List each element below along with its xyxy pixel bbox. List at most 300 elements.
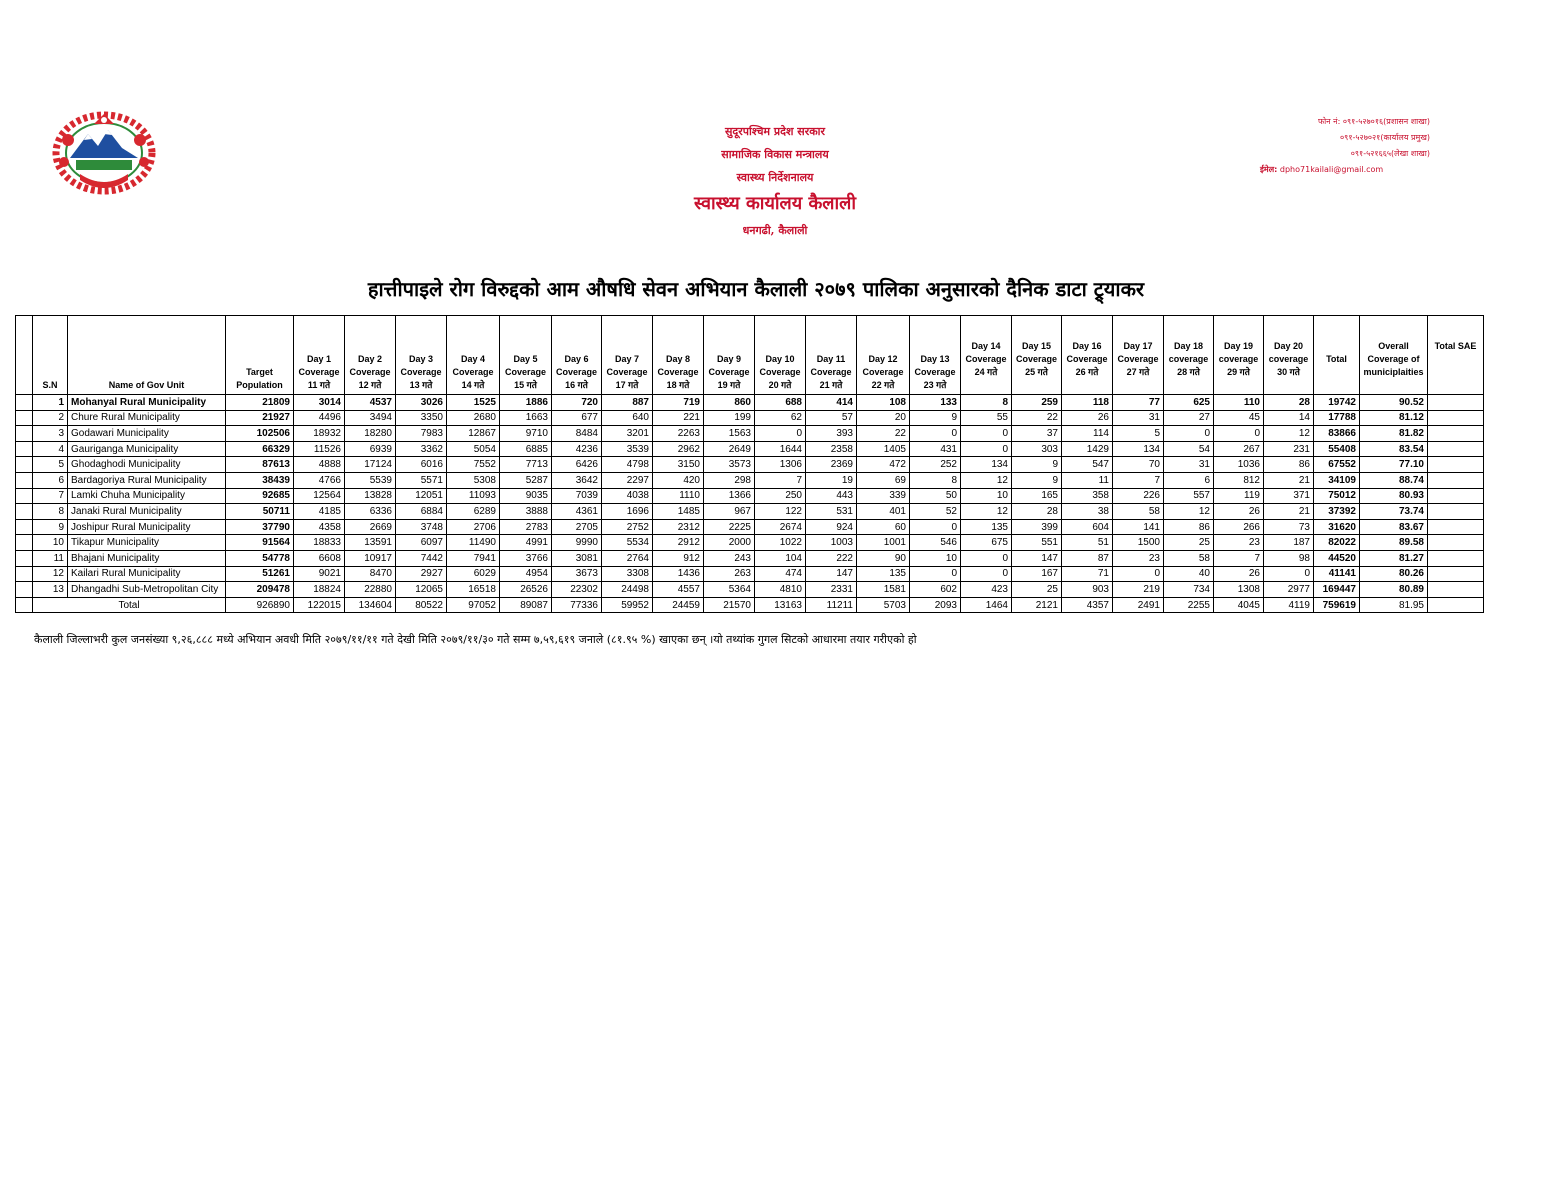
cell-day-coverage: 2912 [653, 535, 704, 551]
cell-day-coverage: 371 [1264, 488, 1314, 504]
cell-day-coverage: 12 [1164, 504, 1214, 520]
cell-day-total: 2093 [910, 597, 961, 613]
header-day: Day 3 Coverage 13 गते [396, 316, 447, 395]
cell-day-coverage: 4888 [294, 457, 345, 473]
cell-day-coverage: 141 [1113, 519, 1164, 535]
cell-grand-total: 759619 [1314, 597, 1360, 613]
cell-day-coverage: 71 [1062, 566, 1113, 582]
email-address[interactable]: dpho71kailali@gmail.com [1279, 165, 1384, 174]
cell-day-coverage: 7 [1113, 472, 1164, 488]
cell-target: 38439 [226, 472, 294, 488]
cell-total: 34109 [1314, 472, 1360, 488]
cell-sae [1428, 519, 1484, 535]
cell-overall-total: 81.95 [1360, 597, 1428, 613]
cell-gov-unit: Dhangadhi Sub-Metropolitan City [68, 582, 226, 598]
cell-day-coverage: 5308 [447, 472, 500, 488]
cell-day-coverage: 221 [653, 410, 704, 426]
cell-day-coverage: 2764 [602, 550, 653, 566]
cell-day-coverage: 2358 [806, 441, 857, 457]
cell-day-coverage: 4810 [755, 582, 806, 598]
cell-day-coverage: 25 [1012, 582, 1062, 598]
cell-day-coverage: 222 [806, 550, 857, 566]
cell-day-coverage: 2331 [806, 582, 857, 598]
cell-day-coverage: 10 [910, 550, 961, 566]
cell-day-coverage: 13591 [345, 535, 396, 551]
cell-day-coverage: 401 [857, 504, 910, 520]
cell-day-coverage: 1306 [755, 457, 806, 473]
cell-day-coverage: 2312 [653, 519, 704, 535]
cell-day-coverage: 14 [1264, 410, 1314, 426]
cell-day-coverage: 18833 [294, 535, 345, 551]
cell-day-coverage: 298 [704, 472, 755, 488]
cell-day-coverage: 252 [910, 457, 961, 473]
cell-day-coverage: 3748 [396, 519, 447, 535]
cell-day-coverage: 259 [1012, 395, 1062, 411]
cell-overall-coverage: 80.89 [1360, 582, 1428, 598]
cell-day-coverage: 28 [1264, 395, 1314, 411]
cell-day-coverage: 22 [1012, 410, 1062, 426]
cell-gov-unit: Bhajani Municipality [68, 550, 226, 566]
cell-day-coverage: 688 [755, 395, 806, 411]
cell-gov-unit: Godawari Municipality [68, 426, 226, 442]
cell-overall-coverage: 73.74 [1360, 504, 1428, 520]
cell-day-coverage: 2674 [755, 519, 806, 535]
cell-day-coverage: 1110 [653, 488, 704, 504]
cell-day-coverage: 4236 [552, 441, 602, 457]
cell-day-coverage: 18824 [294, 582, 345, 598]
org-header [640, 120, 910, 243]
blank-cell [16, 550, 33, 566]
cell-sae [1428, 441, 1484, 457]
cell-overall-coverage: 77.10 [1360, 457, 1428, 473]
cell-day-coverage: 903 [1062, 582, 1113, 598]
cell-day-coverage: 1696 [602, 504, 653, 520]
cell-day-coverage: 8484 [552, 426, 602, 442]
cell-overall-coverage: 90.52 [1360, 395, 1428, 411]
cell-day-coverage: 12 [961, 504, 1012, 520]
cell-day-coverage: 10917 [345, 550, 396, 566]
cell-day-coverage: 9 [1012, 457, 1062, 473]
cell-day-coverage: 5 [1113, 426, 1164, 442]
cell-day-coverage: 23 [1113, 550, 1164, 566]
cell-day-coverage: 1405 [857, 441, 910, 457]
cell-day-coverage: 551 [1012, 535, 1062, 551]
cell-day-coverage: 26526 [500, 582, 552, 598]
cell-day-coverage: 11093 [447, 488, 500, 504]
cell-day-coverage: 531 [806, 504, 857, 520]
cell-target: 50711 [226, 504, 294, 520]
cell-day-coverage: 303 [1012, 441, 1062, 457]
table-row [16, 472, 1484, 488]
cell-day-coverage: 133 [910, 395, 961, 411]
cell-day-coverage: 393 [806, 426, 857, 442]
cell-day-coverage: 22302 [552, 582, 602, 598]
cell-gov-unit: Tikapur Municipality [68, 535, 226, 551]
cell-day-coverage: 3362 [396, 441, 447, 457]
cell-gov-unit: Bardagoriya Rural Municipality [68, 472, 226, 488]
contact-block [1230, 114, 1430, 178]
cell-day-coverage: 7442 [396, 550, 447, 566]
cell-day-coverage: 77 [1113, 395, 1164, 411]
cell-day-coverage: 54 [1164, 441, 1214, 457]
header-total: Total [1314, 316, 1360, 395]
table-header-row [16, 316, 1484, 395]
cell-day-coverage: 1581 [857, 582, 910, 598]
cell-day-coverage: 52 [910, 504, 961, 520]
blank-cell [16, 472, 33, 488]
table-row [16, 395, 1484, 411]
cell-day-coverage: 4038 [602, 488, 653, 504]
cell-day-total: 1464 [961, 597, 1012, 613]
cell-day-coverage: 12867 [447, 426, 500, 442]
cell-day-coverage: 22880 [345, 582, 396, 598]
cell-day-coverage: 602 [910, 582, 961, 598]
header-sn: S.N [33, 316, 68, 395]
cell-day-coverage: 0 [961, 566, 1012, 582]
cell-day-coverage: 147 [1012, 550, 1062, 566]
blank-cell [16, 535, 33, 551]
blank-cell [16, 441, 33, 457]
cell-overall-coverage: 80.93 [1360, 488, 1428, 504]
cell-day-coverage: 18280 [345, 426, 396, 442]
header-day: Day 20 coverage 30 गते [1264, 316, 1314, 395]
cell-overall-coverage: 83.54 [1360, 441, 1428, 457]
cell-day-coverage: 243 [704, 550, 755, 566]
cell-day-total: 21570 [704, 597, 755, 613]
coverage-table [15, 315, 1484, 613]
header-day: Day 7 Coverage 17 गते [602, 316, 653, 395]
cell-day-coverage: 8 [910, 472, 961, 488]
cell-day-coverage: 414 [806, 395, 857, 411]
cell-day-total: 2491 [1113, 597, 1164, 613]
cell-day-coverage: 135 [857, 566, 910, 582]
cell-day-coverage: 2649 [704, 441, 755, 457]
cell-day-coverage: 0 [910, 519, 961, 535]
cell-day-total: 2121 [1012, 597, 1062, 613]
cell-day-coverage: 719 [653, 395, 704, 411]
cell-day-coverage: 4358 [294, 519, 345, 535]
cell-day-coverage: 7552 [447, 457, 500, 473]
cell-day-coverage: 2752 [602, 519, 653, 535]
table-row [16, 504, 1484, 520]
cell-day-coverage: 119 [1214, 488, 1264, 504]
cell-day-coverage: 4361 [552, 504, 602, 520]
cell-total: 82022 [1314, 535, 1360, 551]
cell-sn: 8 [33, 504, 68, 520]
blank-cell [16, 519, 33, 535]
cell-day-coverage: 1485 [653, 504, 704, 520]
cell-day-total: 4119 [1264, 597, 1314, 613]
cell-day-coverage: 1003 [806, 535, 857, 551]
cell-day-coverage: 3350 [396, 410, 447, 426]
cell-day-coverage: 6029 [447, 566, 500, 582]
table-body [16, 395, 1484, 613]
cell-target: 51261 [226, 566, 294, 582]
cell-total: 169447 [1314, 582, 1360, 598]
cell-day-coverage: 734 [1164, 582, 1214, 598]
cell-total: 75012 [1314, 488, 1360, 504]
cell-overall-coverage: 83.67 [1360, 519, 1428, 535]
cell-day-coverage: 226 [1113, 488, 1164, 504]
cell-target: 21927 [226, 410, 294, 426]
cell-day-coverage: 546 [910, 535, 961, 551]
cell-day-coverage: 3766 [500, 550, 552, 566]
org-line-directorate: स्वास्थ्य निर्देशनालय [736, 171, 814, 184]
cell-day-coverage: 45 [1214, 410, 1264, 426]
cell-day-coverage: 860 [704, 395, 755, 411]
cell-target: 102506 [226, 426, 294, 442]
cell-day-coverage: 11526 [294, 441, 345, 457]
table-row [16, 441, 1484, 457]
cell-day-coverage: 62 [755, 410, 806, 426]
cell-sae [1428, 566, 1484, 582]
cell-day-coverage: 11490 [447, 535, 500, 551]
blank-cell [16, 597, 33, 613]
cell-day-coverage: 4185 [294, 504, 345, 520]
cell-target: 87613 [226, 457, 294, 473]
cell-day-coverage: 1886 [500, 395, 552, 411]
cell-day-coverage: 0 [1164, 426, 1214, 442]
cell-day-coverage: 0 [1214, 426, 1264, 442]
cell-gov-unit: Gauriganga Municipality [68, 441, 226, 457]
blank-header [16, 316, 33, 395]
table-row [16, 582, 1484, 598]
cell-total: 67552 [1314, 457, 1360, 473]
cell-overall-coverage: 80.26 [1360, 566, 1428, 582]
cell-day-total: 134604 [345, 597, 396, 613]
cell-day-coverage: 6884 [396, 504, 447, 520]
cell-total: 44520 [1314, 550, 1360, 566]
cell-day-coverage: 2705 [552, 519, 602, 535]
cell-sn: 5 [33, 457, 68, 473]
cell-day-coverage: 118 [1062, 395, 1113, 411]
cell-day-coverage: 4537 [345, 395, 396, 411]
blank-cell [16, 504, 33, 520]
cell-day-coverage: 108 [857, 395, 910, 411]
cell-day-coverage: 7 [755, 472, 806, 488]
cell-day-coverage: 9710 [500, 426, 552, 442]
cell-day-coverage: 1036 [1214, 457, 1264, 473]
cell-sae [1428, 488, 1484, 504]
cell-day-coverage: 26 [1214, 566, 1264, 582]
cell-target: 92685 [226, 488, 294, 504]
cell-day-coverage: 0 [755, 426, 806, 442]
cell-total-label: Total [33, 597, 226, 613]
cell-day-coverage: 40 [1164, 566, 1214, 582]
cell-sn: 11 [33, 550, 68, 566]
cell-day-coverage: 3308 [602, 566, 653, 582]
cell-day-coverage: 2000 [704, 535, 755, 551]
header-day: Day 12 Coverage 22 गते [857, 316, 910, 395]
cell-day-total: 80522 [396, 597, 447, 613]
cell-day-coverage: 2369 [806, 457, 857, 473]
cell-day-total: 97052 [447, 597, 500, 613]
cell-day-coverage: 6016 [396, 457, 447, 473]
cell-day-coverage: 134 [1113, 441, 1164, 457]
cell-day-coverage: 87 [1062, 550, 1113, 566]
cell-sae [1428, 504, 1484, 520]
cell-day-coverage: 4991 [500, 535, 552, 551]
cell-total: 19742 [1314, 395, 1360, 411]
cell-sn: 12 [33, 566, 68, 582]
cell-day-coverage: 640 [602, 410, 653, 426]
cell-day-coverage: 8470 [345, 566, 396, 582]
cell-target: 66329 [226, 441, 294, 457]
cell-day-coverage: 7713 [500, 457, 552, 473]
cell-overall-coverage: 81.82 [1360, 426, 1428, 442]
cell-day-total: 5703 [857, 597, 910, 613]
cell-overall-coverage: 89.58 [1360, 535, 1428, 551]
cell-day-coverage: 431 [910, 441, 961, 457]
cell-total: 37392 [1314, 504, 1360, 520]
table-row [16, 426, 1484, 442]
cell-day-coverage: 3150 [653, 457, 704, 473]
blank-cell [16, 410, 33, 426]
cell-day-coverage: 199 [704, 410, 755, 426]
blank-cell [16, 395, 33, 411]
cell-day-coverage: 231 [1264, 441, 1314, 457]
cell-total: 41141 [1314, 566, 1360, 582]
header-day: Day 18 coverage 28 गते [1164, 316, 1214, 395]
cell-sae [1428, 457, 1484, 473]
cell-sn: 4 [33, 441, 68, 457]
cell-day-coverage: 12065 [396, 582, 447, 598]
cell-day-coverage: 58 [1164, 550, 1214, 566]
cell-gov-unit: Mohanyal Rural Municipality [68, 395, 226, 411]
header-day: Day 14 Coverage 24 गते [961, 316, 1012, 395]
cell-day-total: 4045 [1214, 597, 1264, 613]
cell-gov-unit: Ghodaghodi Municipality [68, 457, 226, 473]
cell-day-coverage: 60 [857, 519, 910, 535]
cell-day-coverage: 472 [857, 457, 910, 473]
cell-day-coverage: 50 [910, 488, 961, 504]
cell-sae [1428, 550, 1484, 566]
table-row [16, 488, 1484, 504]
cell-day-coverage: 3888 [500, 504, 552, 520]
cell-day-coverage: 2977 [1264, 582, 1314, 598]
cell-day-coverage: 3539 [602, 441, 653, 457]
table-row [16, 457, 1484, 473]
cell-day-coverage: 9 [1012, 472, 1062, 488]
cell-overall-coverage: 88.74 [1360, 472, 1428, 488]
cell-day-coverage: 4557 [653, 582, 704, 598]
cell-day-coverage: 55 [961, 410, 1012, 426]
cell-day-coverage: 267 [1214, 441, 1264, 457]
org-line-province: सुदूरपश्चिम प्रदेश सरकार [724, 125, 826, 138]
cell-gov-unit: Janaki Rural Municipality [68, 504, 226, 520]
cell-day-coverage: 90 [857, 550, 910, 566]
cell-target: 37790 [226, 519, 294, 535]
cell-day-coverage: 25 [1164, 535, 1214, 551]
cell-day-coverage: 104 [755, 550, 806, 566]
cell-day-total: 122015 [294, 597, 345, 613]
cell-sn: 10 [33, 535, 68, 551]
cell-day-coverage: 5054 [447, 441, 500, 457]
cell-day-coverage: 5571 [396, 472, 447, 488]
cell-sae [1428, 535, 1484, 551]
cell-day-coverage: 19 [806, 472, 857, 488]
header-day: Day 1 Coverage 11 गते [294, 316, 345, 395]
cell-day-coverage: 7039 [552, 488, 602, 504]
cell-day-coverage: 420 [653, 472, 704, 488]
header-day: Day 19 coverage 29 गते [1214, 316, 1264, 395]
cell-day-coverage: 7941 [447, 550, 500, 566]
cell-total: 83866 [1314, 426, 1360, 442]
cell-day-coverage: 1429 [1062, 441, 1113, 457]
contact-phone-admin: फोन नं: ०९१-५२७०१६(प्रशासन शाखा) [1317, 117, 1430, 126]
cell-day-coverage: 0 [1113, 566, 1164, 582]
header-day: Day 16 Coverage 26 गते [1062, 316, 1113, 395]
cell-gov-unit: Kailari Rural Municipality [68, 566, 226, 582]
header-day: Day 4 Coverage 14 गते [447, 316, 500, 395]
cell-day-coverage: 3642 [552, 472, 602, 488]
cell-day-total: 24459 [653, 597, 704, 613]
cell-day-coverage: 443 [806, 488, 857, 504]
header-total-sae: Total SAE [1428, 316, 1484, 395]
cell-overall-coverage: 81.12 [1360, 410, 1428, 426]
cell-day-coverage: 2297 [602, 472, 653, 488]
cell-day-coverage: 17124 [345, 457, 396, 473]
cell-target: 21809 [226, 395, 294, 411]
cell-day-coverage: 399 [1012, 519, 1062, 535]
cell-target: 209478 [226, 582, 294, 598]
header-overall-coverage: Overall Coverage of municiplaities [1360, 316, 1428, 395]
cell-target: 54778 [226, 550, 294, 566]
cell-day-coverage: 5364 [704, 582, 755, 598]
cell-day-coverage: 263 [704, 566, 755, 582]
table-row [16, 566, 1484, 582]
cell-sn: 1 [33, 395, 68, 411]
cell-day-total: 89087 [500, 597, 552, 613]
cell-day-coverage: 4766 [294, 472, 345, 488]
cell-target-total: 926890 [226, 597, 294, 613]
cell-day-coverage: 69 [857, 472, 910, 488]
cell-day-coverage: 720 [552, 395, 602, 411]
cell-day-coverage: 16518 [447, 582, 500, 598]
cell-day-coverage: 1022 [755, 535, 806, 551]
office-name: स्वास्थ्य कार्यालय कैलाली [693, 193, 857, 214]
cell-day-coverage: 6939 [345, 441, 396, 457]
cell-day-coverage: 98 [1264, 550, 1314, 566]
cell-day-coverage: 23 [1214, 535, 1264, 551]
page-title: हात्तीपाइले रोग विरुद्दको आम औषधि सेवन अभियान कैलाली २०७९ पालिका अनुसारको दैनिक डाटा ट्र्याकर [367, 277, 1145, 301]
cell-day-coverage: 31 [1164, 457, 1214, 473]
cell-day-coverage: 887 [602, 395, 653, 411]
blank-cell [16, 488, 33, 504]
cell-day-coverage: 677 [552, 410, 602, 426]
cell-day-coverage: 557 [1164, 488, 1214, 504]
cell-day-coverage: 51 [1062, 535, 1113, 551]
cell-day-coverage: 3026 [396, 395, 447, 411]
cell-day-coverage: 18932 [294, 426, 345, 442]
cell-day-coverage: 13828 [345, 488, 396, 504]
cell-day-coverage: 3673 [552, 566, 602, 582]
header-day: Day 9 Coverage 19 गते [704, 316, 755, 395]
cell-day-total: 13163 [755, 597, 806, 613]
cell-day-coverage: 11 [1062, 472, 1113, 488]
cell-day-coverage: 2783 [500, 519, 552, 535]
cell-sae [1428, 410, 1484, 426]
cell-day-coverage: 604 [1062, 519, 1113, 535]
cell-day-coverage: 86 [1264, 457, 1314, 473]
cell-sae [1428, 472, 1484, 488]
cell-day-coverage: 0 [961, 441, 1012, 457]
cell-day-coverage: 1436 [653, 566, 704, 582]
cell-day-coverage: 9035 [500, 488, 552, 504]
cell-day-coverage: 26 [1062, 410, 1113, 426]
cell-day-coverage: 219 [1113, 582, 1164, 598]
header-day: Day 11 Coverage 21 गते [806, 316, 857, 395]
